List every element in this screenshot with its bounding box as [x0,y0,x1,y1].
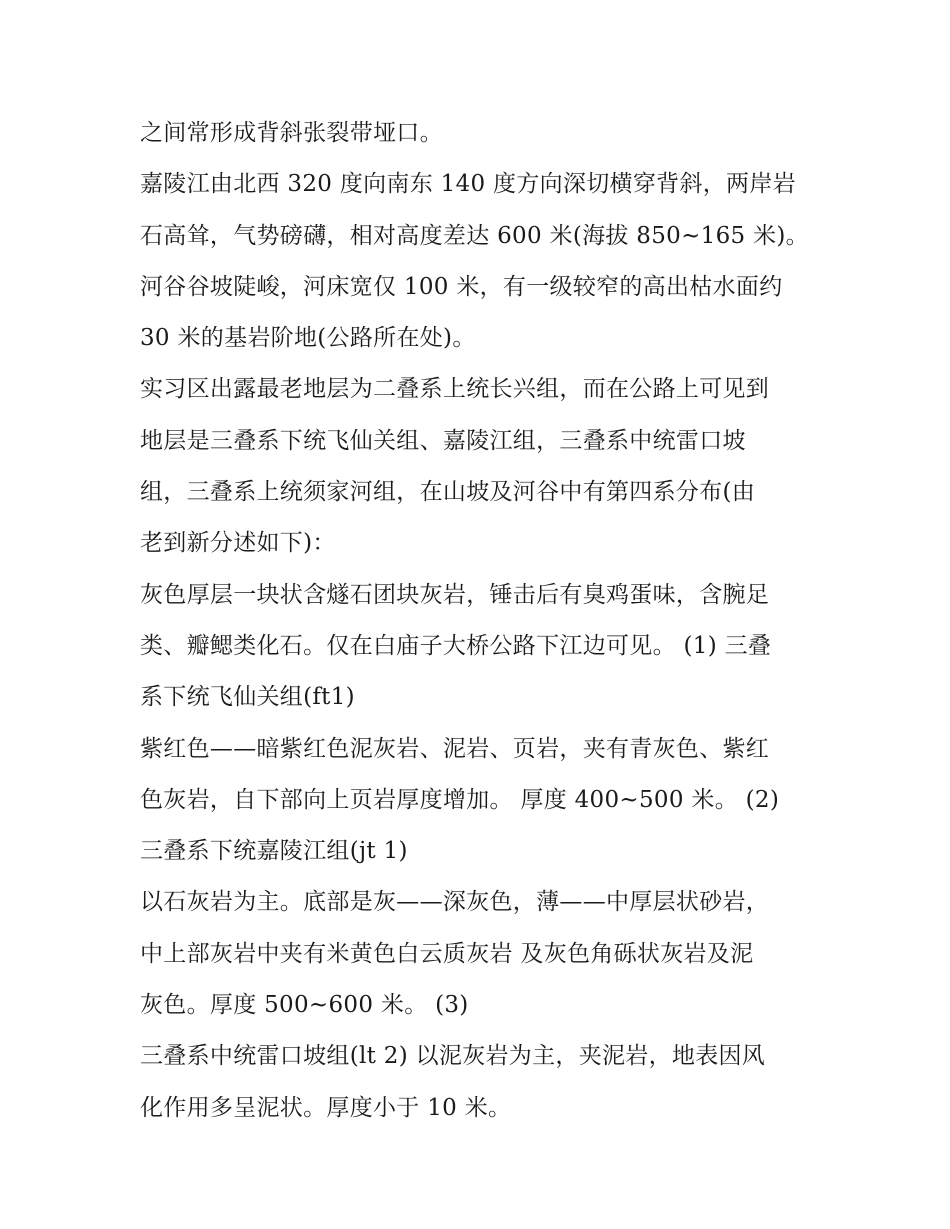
text-line: 色灰岩，自下部向上页岩厚度增加。 厚度 400~500 米。 (2) [140,786,780,813]
text-line: 地层是三叠系下统飞仙关组、嘉陵江组，三叠系中统雷口坡 [140,427,746,454]
text-line: 三叠系下统嘉陵江组(jt 1) [140,838,408,865]
body-text [140,108,820,1134]
text-line: 三叠系中统雷口坡组(lt 2) 以泥灰岩为主，夹泥岩，地表因风 [140,1043,766,1070]
text-line: 之间常形成背斜张裂带垭口。 [140,120,443,146]
text-line: 紫红色——暗紫红色泥灰岩、泥岩、页岩，夹有青灰色、紫红 [140,735,770,762]
text-line: 组，三叠系上统须家河组，在山坡及河谷中有第四系分布(由 [140,479,756,506]
text-line: 系下统飞仙关组(ft1) [140,684,355,711]
text-line: 类、瓣鳃类化石。仅在白庙子大桥公路下江边可见。 (1) 三叠 [140,632,772,659]
text-line: 30 米的基岩阶地(公路所在处)。 [140,325,476,352]
text-line: 灰色厚层一块状含燧石团块灰岩，锤击后有臭鸡蛋味，含腕足 [140,581,770,608]
text-line: 嘉陵江由北西 320 度向南东 140 度方向深切横穿背斜，两岸岩 [140,171,796,198]
text-line: 以石灰岩为主。底部是灰——深灰色，薄——中厚层状砂岩， [140,889,770,916]
text-line: 中上部灰岩中夹有米黄色白云质灰岩 及灰色角砾状灰岩及泥 [140,940,754,967]
text-line: 灰色。厚度 500~600 米。 (3) [140,992,469,1019]
text-line: 实习区出露最老地层为二叠系上统长兴组，而在公路上可见到 [140,376,770,403]
text-line: 河谷谷坡陡峻，河床宽仅 100 米，有一级较窄的高出枯水面约 [140,273,783,300]
text-line: 老到新分述如下)： [140,530,336,557]
text-line: 化作用多呈泥状。厚度小于 10 米。 [140,1094,512,1121]
text-line: 石高耸，气势磅礴，相对高度差达 600 米(海拔 850~165 米)。 [140,222,809,249]
